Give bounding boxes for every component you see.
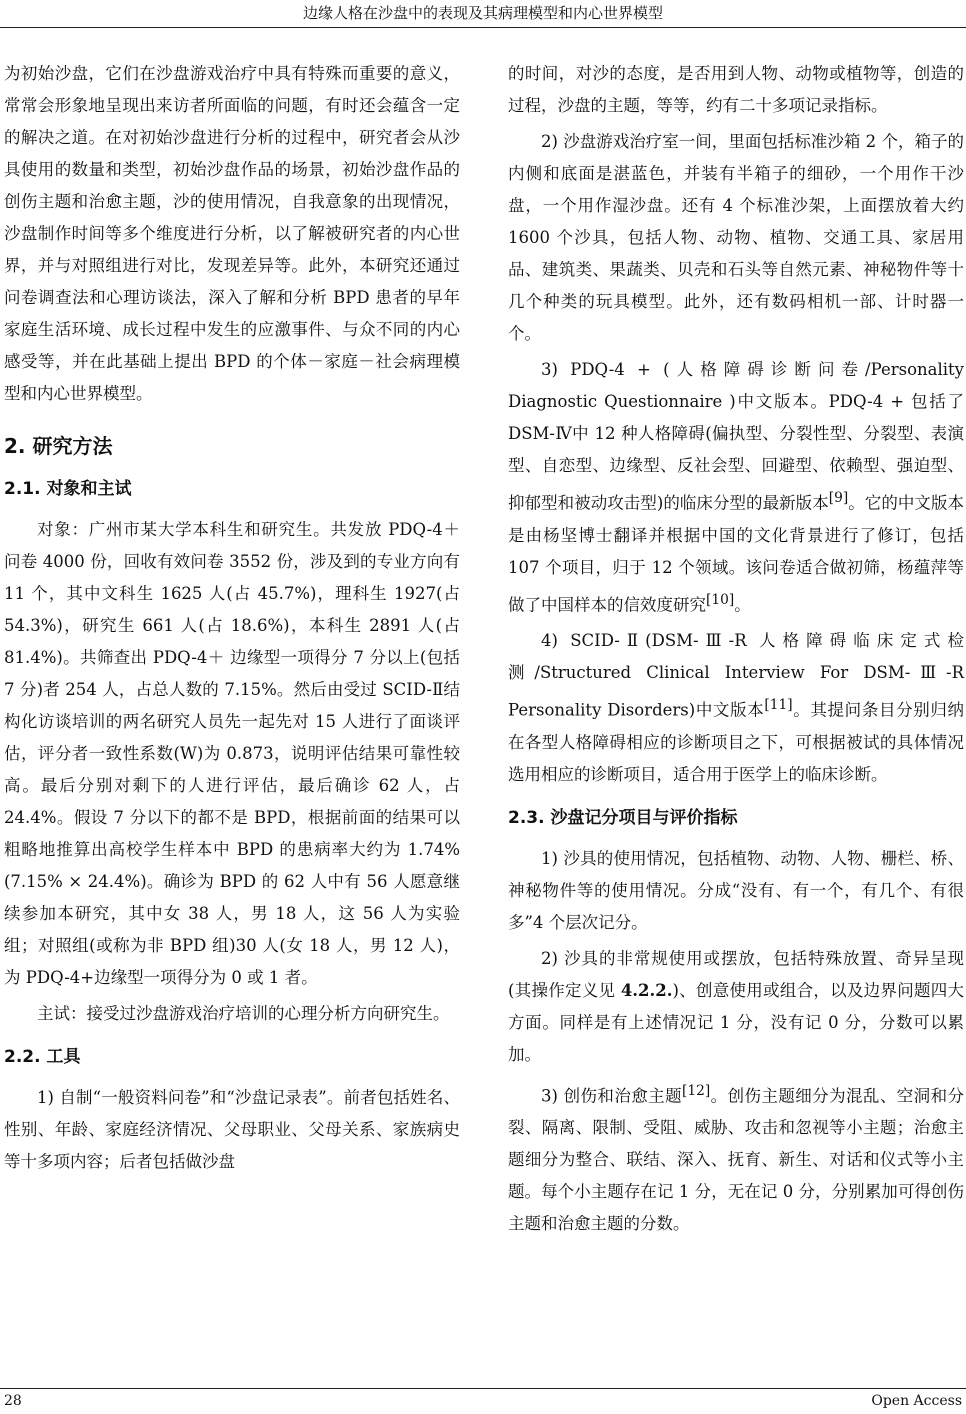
page-number: 28 <box>4 1393 22 1409</box>
paragraph-examiners: 主试：接受过沙盘游戏治疗培训的心理分析方向研究生。 <box>37 1004 450 1023</box>
paragraph-text: 2) 沙具的非常规使用或摆放，包括特殊放置、奇异呈现(其操作定义见 <box>508 948 964 1000</box>
right-column <box>508 58 964 1240</box>
subsection-heading-scoring: 2.3. 沙盘记分项目与评价指标 <box>508 807 738 828</box>
section-heading-methods: 2. 研究方法 <box>4 434 113 458</box>
paragraph-tool-2: 2) 沙盘游戏治疗室一间，里面包括标准沙箱 2 个，箱子的内侧和底面是湛蓝色，并装有半箱子的细砂，一个用作干沙盘，一个用作湿沙盘。还有 4 个标准沙架，上面摆放着大约 1600 个沙具，包括人物、动物、植物、交通工具、家居用品、建筑类、果蔬类、贝壳和石头等自然元素、神秘物件等十几个种类的玩具模型。此外，还有数码相机一部、计时器一个。 <box>508 132 964 343</box>
paragraph-text: 。创伤主题细分为混乱、空洞和分裂、隔离、限制、受阻、威胁、攻击和忽视等小主题；治愈主题细分为整合、联结、深入、抚育、新生、对话和仪式等小主题。每个小主题存在记 1 分，无在记 0 分，分别累加可得创伤主题和治愈主题的分数。 <box>508 1086 964 1233</box>
citation-link[interactable]: [12] <box>682 1082 711 1099</box>
paragraph-tool-3 <box>508 354 964 621</box>
paragraph-text: 。其提问条目分别归纳在各型人格障碍相应的诊断项目之下，可根据被试的具体情况选用相应的诊断项目，适合用于医学上的临床诊断。 <box>508 700 965 784</box>
paragraph-text: 3) 创伤和治愈主题 <box>541 1086 683 1105</box>
paragraph-scoring-1: 1) 沙具的使用情况，包括植物、动物、人物、栅栏、桥、神秘物件等的使用情况。分成“没有、有一个，有几个、有很多”4 个层次记分。 <box>508 848 964 932</box>
section-reference: 4.2.2. <box>620 980 673 1000</box>
left-column <box>4 58 460 1178</box>
paragraph-intro-continued: 为初始沙盘，它们在沙盘游戏治疗中具有特殊而重要的意义，常常会形象地呈现出来访者所面临的问题，有时还会蕴含一定的解决之道。在对初始沙盘进行分析的过程中，研究者会从沙具使用的数量和类型，初始沙盘作品的场景，初始沙盘作品的创伤主题和治愈主题，沙的使用情况，自我意象的出现情况，沙盘制作时间等多个维度进行分析，以了解被研究者的内心世界，并与对照组进行对比，发现差异等。此外，本研究还通过问卷调查法和心理访谈法，深入了解和分析 BPD 患者的早年家庭生活环境、成长过程中发生的应激事件、与众不同的内心感受等，并在此基础上提出 BPD 的个体－家庭－社会病理模型和内心世界模型。 <box>4 64 460 403</box>
citation-link[interactable]: [11] <box>764 697 793 713</box>
paragraph-text: 。 <box>734 595 751 614</box>
running-head-title: 边缘人格在沙盘中的表现及其病理模型和内心世界模型 <box>302 4 663 22</box>
paragraph-subjects: 对象：广州市某大学本科生和研究生。共发放 PDQ-4＋ 问卷 4000 份，回收有效问卷 3552 份，涉及到的专业方向有 11 个，其中文科生 1625 人(占 45.7%)，理科生 1927(占 54.3%)，研究生 661 人(占 18.6%)，本科生 2891 人(占 81.4%)。共筛查出 PDQ-4＋ 边缘型一项得分 7 分以上(包括 7 分)者 254 人，占总人数的 7.15%。然后由受过 SCID-Ⅱ结构化访谈培训的两名研究人员先一起先对 15 人进行了面谈评估，评分者一致性系数(W)为 0.873，说明评估结果可靠性较高。最后分别对剩下的人进行评估，最后确诊 62 人，占 24.4%。假设 7 分以下的都不是 BPD，根据前面的结果可以粗略地推算出高校学生样本中 BPD 的患病率大约为 1.74%(7.15% × 24.4%)。确诊为 BPD 的 62 人中有 56 人愿意继续参加本研究，其中女 38 人，男 18 人，这 56 人为实验组；对照组(或称为非 BPD 组)30 人(女 18 人，男 12 人)，为 PDQ-4+边缘型一项得分为 0 或 1 者。 <box>4 520 460 987</box>
paragraph-tool-1: 1) 自制“一般资料问卷”和“沙盘记录表”。前者包括姓名、性别、年龄、家庭经济情况、父母职业、父母关系、家族病史等十多项内容；后者包括做沙盘 <box>4 1088 460 1171</box>
paragraph-text: 3) PDQ-4 + (人格障碍诊断问卷/Personality Diagnostic Questionnaire )中文版本。PDQ-4 + 包括了 DSM-Ⅳ中 12 种人格障碍(偏执型、分裂性型、分裂型、表演型、自恋型、边缘型、反社会型、回避型、依赖型、强迫型、抑郁型和被动攻击型)的临床分型的最新版本 <box>508 360 964 513</box>
paragraph-scoring-3 <box>508 1075 964 1241</box>
paragraph-text: 。它的中文版本是由杨坚博士翻译并根据中国的文化背景进行了修订，包括 107 个项目，归于 12 个领域。该问卷适合做初筛，杨蕴萍等做了中国样本的信效度研究 <box>508 493 965 614</box>
subsection-heading-subjects: 2.1. 对象和主试 <box>4 479 132 499</box>
footer-divider <box>0 1388 966 1389</box>
subsection-heading-tools: 2.2. 工具 <box>4 1047 81 1067</box>
citation-link[interactable]: [10] <box>706 591 735 608</box>
header-divider <box>0 27 966 28</box>
journal-label: Open Access <box>871 1393 962 1409</box>
paragraph-tool-1-continued: 的时间，对沙的态度，是否用到人物、动物或植物等，创造的过程，沙盘的主题，等等，约有二十多项记录指标。 <box>508 64 964 115</box>
citation-link[interactable]: [9] <box>828 490 849 506</box>
paragraph-tool-4 <box>508 625 964 791</box>
paragraph-scoring-2 <box>508 943 964 1071</box>
paragraph-text: 4) SCID-Ⅱ(DSM-Ⅲ-R 人格障碍临床定式检测/Structured Clinical Interview For DSM-Ⅲ-R Personality Disorders)中文版本 <box>508 631 964 720</box>
paragraph-text: )、创意使用或组合，以及边界问题四大方面。同样是有上述情况记 1 分，没有记 0 分，分数可以累加。 <box>508 980 965 1064</box>
